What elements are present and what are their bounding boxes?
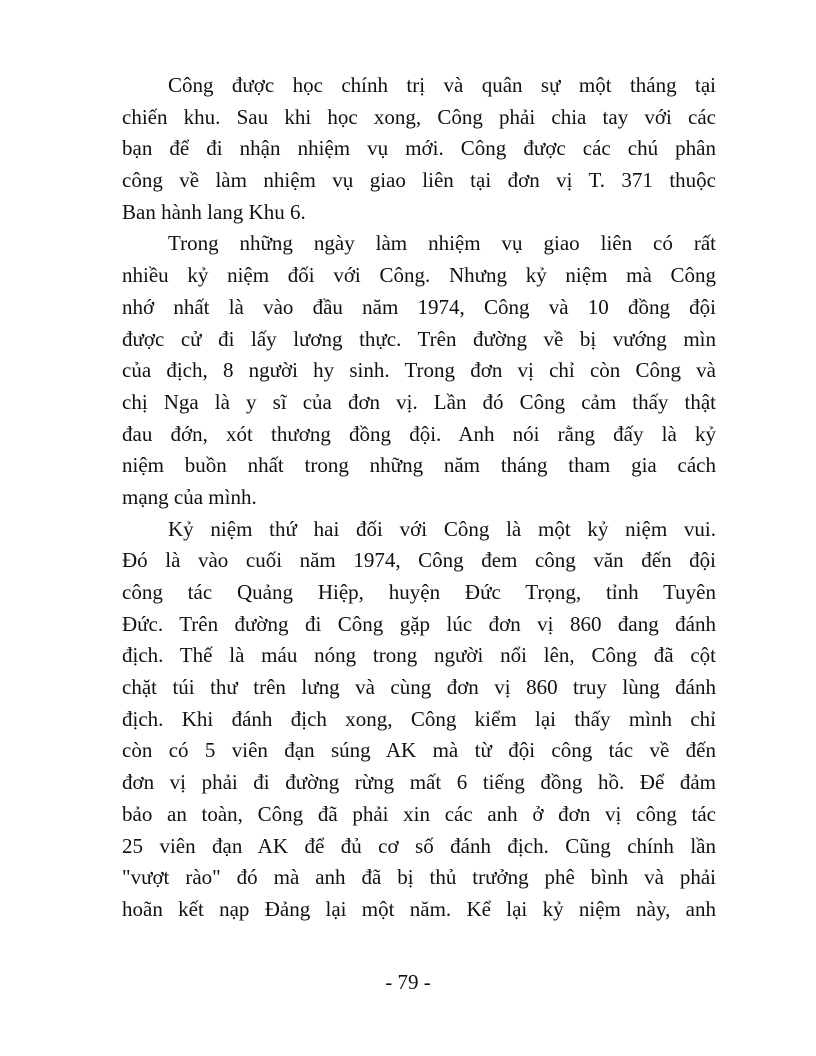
- text-line: hoãn kết nạp Đảng lại một năm. Kể lại kỷ niệm này, anh: [122, 896, 716, 921]
- text-line: chiến khu. Sau khi học xong, Công phải chia tay với các: [122, 104, 716, 129]
- text-line: nhớ nhất là vào đầu năm 1974, Công và 10 đồng đội: [122, 294, 716, 319]
- text-line: địch. Thế là máu nóng trong người nổi lên, Công đã cột: [122, 643, 716, 668]
- text-line: của địch, 8 người hy sinh. Trong đơn vị chỉ còn Công và: [122, 358, 716, 383]
- body-text: [122, 70, 716, 926]
- text-line: bạn để đi nhận nhiệm vụ mới. Công được các chú phân: [122, 136, 716, 161]
- paragraph-2: [122, 228, 716, 513]
- text-line: chặt túi thư trên lưng và cùng đơn vị 860 truy lùng đánh: [122, 675, 716, 700]
- text-line: địch. Khi đánh địch xong, Công kiểm lại thấy mình chỉ: [122, 706, 716, 731]
- paragraph-3: [122, 514, 716, 926]
- text-line: công tác Quảng Hiệp, huyện Đức Trọng, tỉnh Tuyên: [122, 580, 716, 604]
- text-line: 25 viên đạn AK để đủ cơ số đánh địch. Cũng chính lần: [122, 833, 716, 858]
- text-line: Trong những ngày làm nhiệm vụ giao liên có rất: [168, 231, 716, 256]
- text-line: "vượt rào" đó mà anh đã bị thủ trưởng phê bình và phải: [122, 865, 716, 890]
- text-line: được cử đi lấy lương thực. Trên đường về bị vướng mìn: [122, 326, 716, 351]
- text-line: Đức. Trên đường đi Công gặp lúc đơn vị 860 đang đánh: [122, 611, 716, 636]
- text-line: còn có 5 viên đạn súng AK mà từ đội công tác về đến: [122, 738, 716, 763]
- text-line: bảo an toàn, Công đã phải xin các anh ở đơn vị công tác: [122, 801, 716, 826]
- text-line: mạng của mình.: [122, 484, 257, 509]
- text-line: nhiều kỷ niệm đối với Công. Nhưng kỷ niệm mà Công: [122, 263, 716, 288]
- text-line: đau đớn, xót thương đồng đội. Anh nói rằng đấy là kỷ: [122, 421, 716, 446]
- text-line: Ban hành lang Khu 6.: [122, 199, 306, 224]
- text-line: công về làm nhiệm vụ giao liên tại đơn vị T. 371 thuộc: [122, 168, 716, 193]
- paragraph-1: [122, 70, 716, 228]
- text-line: Kỷ niệm thứ hai đối với Công là một kỷ niệm vui.: [168, 516, 716, 541]
- text-line: niệm buồn nhất trong những năm tháng tham gia cách: [122, 453, 716, 478]
- page-number: - 79 -: [385, 970, 431, 994]
- text-line: Đó là vào cuối năm 1974, Công đem công văn đến đội: [122, 548, 716, 573]
- text-line: Công được học chính trị và quân sự một tháng tại: [168, 73, 716, 97]
- text-line: chị Nga là y sĩ của đơn vị. Lần đó Công cảm thấy thật: [122, 389, 716, 414]
- text-line: đơn vị phải đi đường rừng mất 6 tiếng đồng hồ. Để đảm: [122, 770, 716, 795]
